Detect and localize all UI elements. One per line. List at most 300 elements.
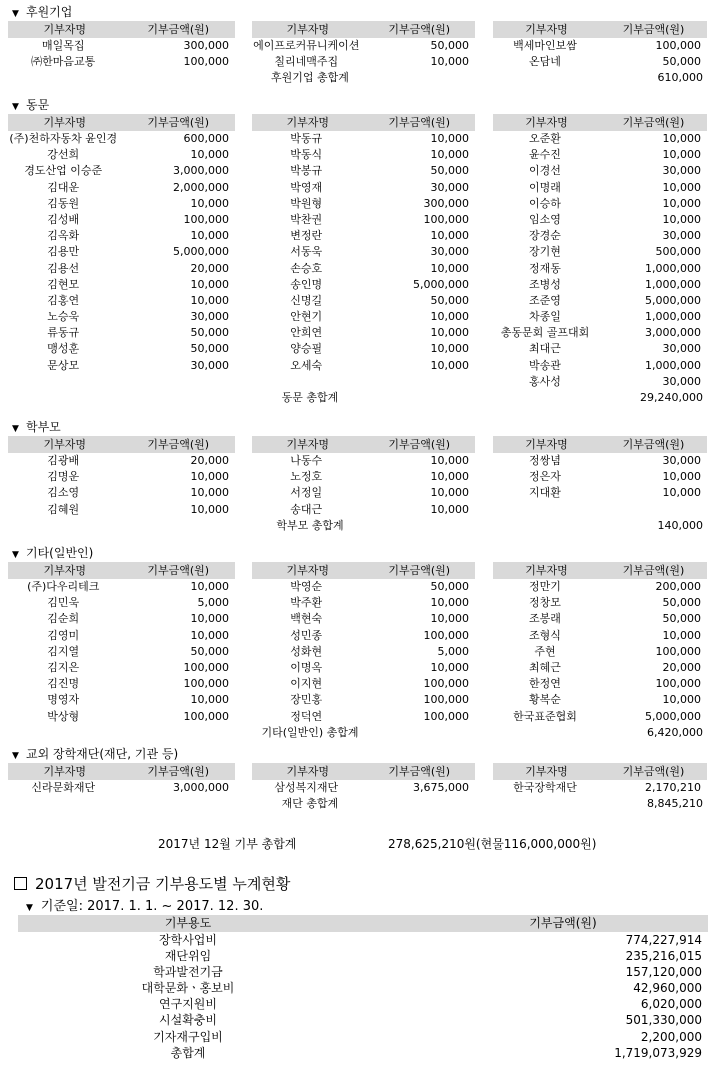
donor-name: 정재동 <box>529 261 561 275</box>
donor-amount: 10,000 <box>430 310 469 324</box>
table-row <box>8 244 235 260</box>
section-total-label: 동문 총합계 <box>281 391 339 405</box>
donor-amount: 10,000 <box>662 148 701 162</box>
donor-amount: 100,000 <box>183 660 229 674</box>
donor-name: 김지은 <box>47 660 80 674</box>
section-total-amount: 29,240,000 <box>640 391 703 405</box>
purpose-name: 연구지원비 <box>159 997 217 1012</box>
table-row <box>8 325 235 341</box>
donor-table-header <box>493 436 707 453</box>
purpose-amount: 235,216,015 <box>625 949 702 964</box>
donor-amount: 10,000 <box>662 470 701 484</box>
donor-name: 김옥화 <box>47 229 80 243</box>
donor-amount: 1,000,000 <box>645 261 701 275</box>
donor-amount-header: 기부금액(원) <box>147 765 210 778</box>
donor-name: (주)천하자동차 윤인경 <box>9 132 118 145</box>
donor-amount: 10,000 <box>190 486 229 500</box>
table-row <box>252 212 475 228</box>
table-row <box>252 628 475 644</box>
table-row <box>493 228 707 244</box>
table-row <box>493 147 707 163</box>
section-parents <box>0 419 715 534</box>
table-row <box>8 469 235 485</box>
donor-amount: 30,000 <box>662 342 701 356</box>
table-row <box>252 325 475 341</box>
table-row <box>252 595 475 611</box>
donor-amount: 100,000 <box>183 677 229 691</box>
donor-amount: 10,000 <box>430 454 469 467</box>
donor-table-header <box>493 562 707 579</box>
donor-name: 김용만 <box>47 245 80 259</box>
donor-columns <box>0 436 715 534</box>
donor-table <box>493 562 707 725</box>
donor-amount: 50,000 <box>430 293 469 307</box>
triangle-down-icon: ▼ <box>26 903 33 913</box>
donor-amount: 50,000 <box>190 342 229 356</box>
table-row <box>252 309 475 325</box>
donor-amount: 10,000 <box>190 229 229 243</box>
table-row <box>8 660 235 676</box>
purpose-row <box>18 980 708 996</box>
donor-name: 이경선 <box>529 164 561 178</box>
purpose-table <box>18 915 708 1061</box>
donor-name: 노승욱 <box>47 310 80 324</box>
table-row <box>252 780 475 796</box>
donor-amount: 30,000 <box>190 310 229 324</box>
donor-name: 정덕연 <box>290 709 323 723</box>
purpose-amount: 774,227,914 <box>625 933 702 947</box>
table-row <box>252 293 475 309</box>
donor-table-header <box>252 114 475 131</box>
donor-name: 백현숙 <box>290 612 323 626</box>
section-total-label: 학부모 총합계 <box>276 518 344 532</box>
donor-amount: 10,000 <box>430 470 469 484</box>
section-total-amount: 8,845,210 <box>647 797 703 811</box>
donor-name: 김진명 <box>47 677 80 691</box>
section-total-amount: 610,000 <box>657 71 703 85</box>
donor-name: 송대근 <box>290 502 323 516</box>
donor-table-header <box>493 114 707 131</box>
table-row <box>8 131 235 147</box>
purpose-row <box>18 1029 708 1045</box>
donor-amount: 600,000 <box>183 132 229 145</box>
donor-amount: 100,000 <box>423 709 469 723</box>
table-row <box>8 163 235 179</box>
donor-table-header <box>252 21 475 38</box>
section-total-label: 재단 총합계 <box>281 797 339 811</box>
table-row <box>493 595 707 611</box>
donor-amount: 100,000 <box>423 212 469 226</box>
table-row <box>8 309 235 325</box>
table-row <box>493 244 707 260</box>
donor-name: 변정란 <box>290 229 323 243</box>
table-row <box>493 261 707 277</box>
donor-table <box>252 114 475 374</box>
donor-table-header <box>8 21 235 38</box>
table-row <box>493 309 707 325</box>
donor-name: 김영미 <box>47 628 80 642</box>
donor-amount: 10,000 <box>430 612 469 626</box>
donor-amount: 30,000 <box>662 454 701 467</box>
donor-name: 이지현 <box>290 677 323 691</box>
table-row <box>252 180 475 196</box>
grand-total-amount: 278,625,210원(현물116,000,000원) <box>388 837 597 851</box>
donor-amount: 100,000 <box>183 55 229 69</box>
purpose-table-header <box>18 915 708 932</box>
donor-name: 김소영 <box>47 486 80 500</box>
section-general <box>0 545 715 741</box>
donor-amount-header: 기부금액(원) <box>388 765 451 778</box>
donor-table <box>252 763 475 796</box>
purpose-name: 장학사업비 <box>159 933 217 947</box>
table-row <box>252 502 475 518</box>
donor-table-header <box>8 436 235 453</box>
donor-name: 홍사성 <box>529 374 561 388</box>
purpose-row <box>18 932 708 948</box>
donor-amount: 100,000 <box>183 709 229 723</box>
purpose-row <box>18 1012 708 1028</box>
table-row <box>493 277 707 293</box>
section-title-text: 동문 <box>26 98 50 112</box>
donor-name: 박원형 <box>290 196 323 210</box>
table-row <box>8 676 235 692</box>
table-row <box>252 579 475 595</box>
donor-name: 이명옥 <box>290 660 323 674</box>
donor-name: 한정연 <box>529 677 561 691</box>
table-row <box>493 644 707 660</box>
table-row <box>8 228 235 244</box>
donor-name: 총동문회 골프대회 <box>500 326 590 340</box>
donor-amount-header: 기부금액(원) <box>388 116 451 129</box>
donor-amount: 5,000,000 <box>645 709 701 723</box>
table-row <box>252 660 475 676</box>
donor-name: 김현모 <box>47 277 80 291</box>
table-row <box>252 709 475 725</box>
donor-amount: 20,000 <box>662 660 701 674</box>
table-row <box>8 611 235 627</box>
donor-amount-header: 기부금액(원) <box>388 23 451 36</box>
section-foundation <box>0 746 715 812</box>
donor-name-header: 기부자명 <box>43 438 86 451</box>
donor-amount: 3,675,000 <box>413 781 469 794</box>
donor-name: 조병성 <box>529 277 561 291</box>
donor-name: 김민욱 <box>47 596 80 610</box>
donor-amount-header: 기부금액(원) <box>622 765 685 778</box>
table-row <box>8 709 235 725</box>
donor-table <box>493 114 707 390</box>
table-row <box>493 676 707 692</box>
donor-amount: 10,000 <box>190 470 229 484</box>
donor-amount: 10,000 <box>430 596 469 610</box>
donor-amount: 10,000 <box>662 693 701 707</box>
donor-name: 명영자 <box>47 693 80 707</box>
donor-name-header: 기부자명 <box>286 765 329 778</box>
donor-name-header: 기부자명 <box>43 23 86 36</box>
table-row <box>493 709 707 725</box>
section-title-text: 기타(일반인) <box>26 546 94 560</box>
donor-name: 김성배 <box>47 212 80 226</box>
table-row <box>8 579 235 595</box>
donor-amount: 10,000 <box>190 293 229 307</box>
section-title <box>0 97 715 114</box>
donor-name: 김용선 <box>47 261 80 275</box>
table-row <box>493 358 707 374</box>
donor-table-header <box>493 763 707 780</box>
table-row <box>493 131 707 147</box>
donor-amount-header: 기부금액(원) <box>388 438 451 451</box>
table-row <box>8 644 235 660</box>
donor-name-header: 기부자명 <box>525 116 568 129</box>
donor-name: 백세마인보쌈 <box>513 39 577 52</box>
donor-amount: 1,000,000 <box>645 310 701 324</box>
donor-name: (주)다우리테크 <box>27 580 100 593</box>
donor-amount: 300,000 <box>183 39 229 52</box>
donor-name: 주현 <box>534 644 556 658</box>
donor-name: 박찬권 <box>290 212 323 226</box>
purpose-amount: 501,330,000 <box>625 1013 702 1028</box>
donor-amount: 30,000 <box>430 180 469 194</box>
donor-name-header: 기부자명 <box>286 438 329 451</box>
donor-name: 조준영 <box>529 293 561 307</box>
donor-amount-header: 기부금액(원) <box>147 438 210 451</box>
section-corporate <box>0 4 715 86</box>
donor-name: 차종일 <box>529 310 561 324</box>
donor-amount-header: 기부금액(원) <box>622 564 685 577</box>
donor-name-header: 기부자명 <box>286 564 329 577</box>
table-row <box>252 131 475 147</box>
donor-amount: 500,000 <box>655 245 701 259</box>
section-title <box>0 746 715 763</box>
donor-name: 나동수 <box>290 454 323 467</box>
purpose-title <box>14 873 290 894</box>
purpose-name: 학과발전기금 <box>153 965 223 980</box>
donor-name: 김지열 <box>47 644 80 658</box>
donor-amount: 2,170,210 <box>645 781 701 794</box>
section-total-label: 후원기업 총합계 <box>271 71 349 85</box>
purpose-amount: 157,120,000 <box>625 965 702 980</box>
table-row <box>252 244 475 260</box>
donor-amount: 10,000 <box>190 580 229 593</box>
table-row <box>252 163 475 179</box>
donor-name-header: 기부자명 <box>43 564 86 577</box>
section-title-text: 교외 장학재단(재단, 기관 등) <box>26 747 179 761</box>
donor-amount: 10,000 <box>190 612 229 626</box>
donor-amount: 3,000,000 <box>173 781 229 794</box>
purpose-amount: 2,200,000 <box>640 1029 702 1044</box>
donor-name: 김광배 <box>47 454 80 467</box>
donor-amount: 50,000 <box>662 596 701 610</box>
triangle-down-icon: ▼ <box>12 9 19 19</box>
donor-amount: 100,000 <box>655 39 701 52</box>
donor-name: 정만기 <box>529 580 561 593</box>
donor-table <box>8 562 235 725</box>
donor-amount: 10,000 <box>430 660 469 674</box>
table-row <box>493 579 707 595</box>
triangle-down-icon: ▼ <box>12 102 19 112</box>
donor-name: 박주환 <box>290 596 323 610</box>
donor-name: 온담네 <box>529 55 561 69</box>
donor-amount: 50,000 <box>430 39 469 52</box>
table-row <box>493 611 707 627</box>
donor-amount-header: 기부금액(원) <box>622 438 685 451</box>
table-row <box>8 147 235 163</box>
donor-amount: 200,000 <box>655 580 701 593</box>
donor-name: 김명운 <box>47 470 80 484</box>
table-row <box>8 261 235 277</box>
table-row <box>8 628 235 644</box>
donor-name: 이승하 <box>529 196 561 210</box>
donor-name: 박상형 <box>47 709 80 723</box>
donor-name: 신명길 <box>290 293 323 307</box>
donor-table <box>8 763 235 796</box>
table-row <box>8 38 235 54</box>
section-total-amount: 140,000 <box>657 518 703 532</box>
donor-name: 정쌍념 <box>529 454 561 467</box>
donor-name: 경도산업 이승준 <box>24 164 103 178</box>
purpose-name: 총합계 <box>170 1045 206 1060</box>
donor-table <box>252 436 475 518</box>
table-row <box>8 180 235 196</box>
donor-table <box>493 763 707 796</box>
donor-table <box>252 21 475 70</box>
donor-amount: 10,000 <box>190 502 229 516</box>
table-row <box>252 277 475 293</box>
donor-columns <box>0 114 715 406</box>
donor-amount: 10,000 <box>190 628 229 642</box>
donor-amount: 30,000 <box>662 164 701 178</box>
donor-name-header: 기부자명 <box>286 23 329 36</box>
table-row <box>493 293 707 309</box>
donor-amount: 30,000 <box>430 245 469 259</box>
donor-amount: 30,000 <box>662 374 701 388</box>
donor-name: 강선희 <box>47 148 80 162</box>
donor-amount: 10,000 <box>430 261 469 275</box>
purpose-title-text: 2017년 발전기금 기부용도별 누계현황 <box>35 875 291 893</box>
section-title-text: 학부모 <box>26 420 61 434</box>
table-row <box>252 453 475 469</box>
donor-name: 안현기 <box>290 310 323 324</box>
table-row <box>252 358 475 374</box>
donor-name: 김동원 <box>47 196 80 210</box>
donor-amount: 5,000 <box>437 644 469 658</box>
table-row <box>252 147 475 163</box>
donor-name: 윤수진 <box>529 148 561 162</box>
donor-columns <box>0 21 715 86</box>
donor-name: 박송관 <box>529 358 561 372</box>
donor-amount-header: 기부금액(원) <box>388 564 451 577</box>
donor-name: 이명래 <box>529 180 561 194</box>
donor-amount: 5,000,000 <box>413 277 469 291</box>
donor-name: 매일목집 <box>41 39 85 52</box>
table-row <box>493 485 707 501</box>
table-row <box>252 54 475 70</box>
donor-name: 박봉규 <box>290 164 323 178</box>
table-row <box>252 644 475 660</box>
table-row <box>493 38 707 54</box>
donor-amount: 100,000 <box>423 628 469 642</box>
table-row <box>8 54 235 70</box>
section-total-amount: 6,420,000 <box>647 725 703 739</box>
donor-amount: 10,000 <box>430 358 469 372</box>
donor-amount: 10,000 <box>430 486 469 500</box>
donor-amount: 10,000 <box>430 502 469 516</box>
table-row <box>252 611 475 627</box>
donor-name: 박영순 <box>290 580 323 593</box>
donor-name: 조형식 <box>529 628 561 642</box>
table-row <box>252 196 475 212</box>
table-row <box>8 212 235 228</box>
table-row <box>493 325 707 341</box>
donor-name: 안희연 <box>290 326 323 340</box>
table-row <box>493 469 707 485</box>
table-row <box>8 485 235 501</box>
donor-amount: 10,000 <box>430 132 469 145</box>
donor-amount: 30,000 <box>190 358 229 372</box>
donor-amount: 50,000 <box>190 326 229 340</box>
donor-name: 성화현 <box>290 644 323 658</box>
donor-amount: 10,000 <box>662 132 701 145</box>
donor-table <box>8 114 235 374</box>
table-row <box>8 502 235 518</box>
grand-total-label: 2017년 12월 기부 총합계 <box>158 837 297 851</box>
purpose-amount: 42,960,000 <box>633 981 702 996</box>
donor-table-header <box>493 21 707 38</box>
donor-name: 맹성훈 <box>47 342 80 356</box>
section-total-label: 기타(일반인) 총합계 <box>261 725 359 739</box>
donor-name: 한국표준협회 <box>513 709 577 723</box>
donor-amount: 300,000 <box>423 196 469 210</box>
table-row <box>252 261 475 277</box>
donor-name: 조봉래 <box>529 612 561 626</box>
donor-name: 김혜원 <box>47 502 80 516</box>
donor-name: ㈜한마음교통 <box>31 55 96 69</box>
donor-amount: 20,000 <box>190 454 229 467</box>
donor-amount: 10,000 <box>430 55 469 69</box>
donor-name: 박동규 <box>290 132 323 145</box>
donor-amount: 50,000 <box>430 164 469 178</box>
donor-amount-header: 기부금액(원) <box>622 23 685 36</box>
table-row <box>493 628 707 644</box>
table-row <box>252 228 475 244</box>
purpose-row <box>18 996 708 1012</box>
donor-name: 김홍연 <box>47 293 80 307</box>
donor-amount: 10,000 <box>190 693 229 707</box>
donor-amount: 5,000,000 <box>173 245 229 259</box>
donor-name: 송인명 <box>290 277 323 291</box>
table-row <box>252 692 475 708</box>
donor-amount-header: 기부금액(원) <box>147 564 210 577</box>
donor-amount: 10,000 <box>430 229 469 243</box>
donor-name: 서동욱 <box>290 245 323 259</box>
donor-amount: 20,000 <box>190 261 229 275</box>
donor-name: 노정호 <box>290 470 323 484</box>
donor-name: 오준환 <box>529 132 561 145</box>
donor-name-header: 기부자명 <box>286 116 329 129</box>
donor-name: 박동식 <box>290 148 323 162</box>
donor-name: 삼성복지재단 <box>274 781 339 794</box>
section-title <box>0 545 715 562</box>
donor-columns <box>0 763 715 812</box>
donor-name: 칠리네맥주집 <box>274 55 339 69</box>
donor-name-header: 기부자명 <box>525 765 568 778</box>
purpose-name: 시설확충비 <box>159 1013 217 1028</box>
table-row <box>252 469 475 485</box>
donor-amount: 5,000 <box>197 596 229 610</box>
donor-table <box>252 562 475 725</box>
donor-table <box>8 436 235 518</box>
base-date-text: 기준일: 2017. 1. 1. ~ 2017. 12. 30. <box>40 899 264 914</box>
section-alumni <box>0 97 715 406</box>
